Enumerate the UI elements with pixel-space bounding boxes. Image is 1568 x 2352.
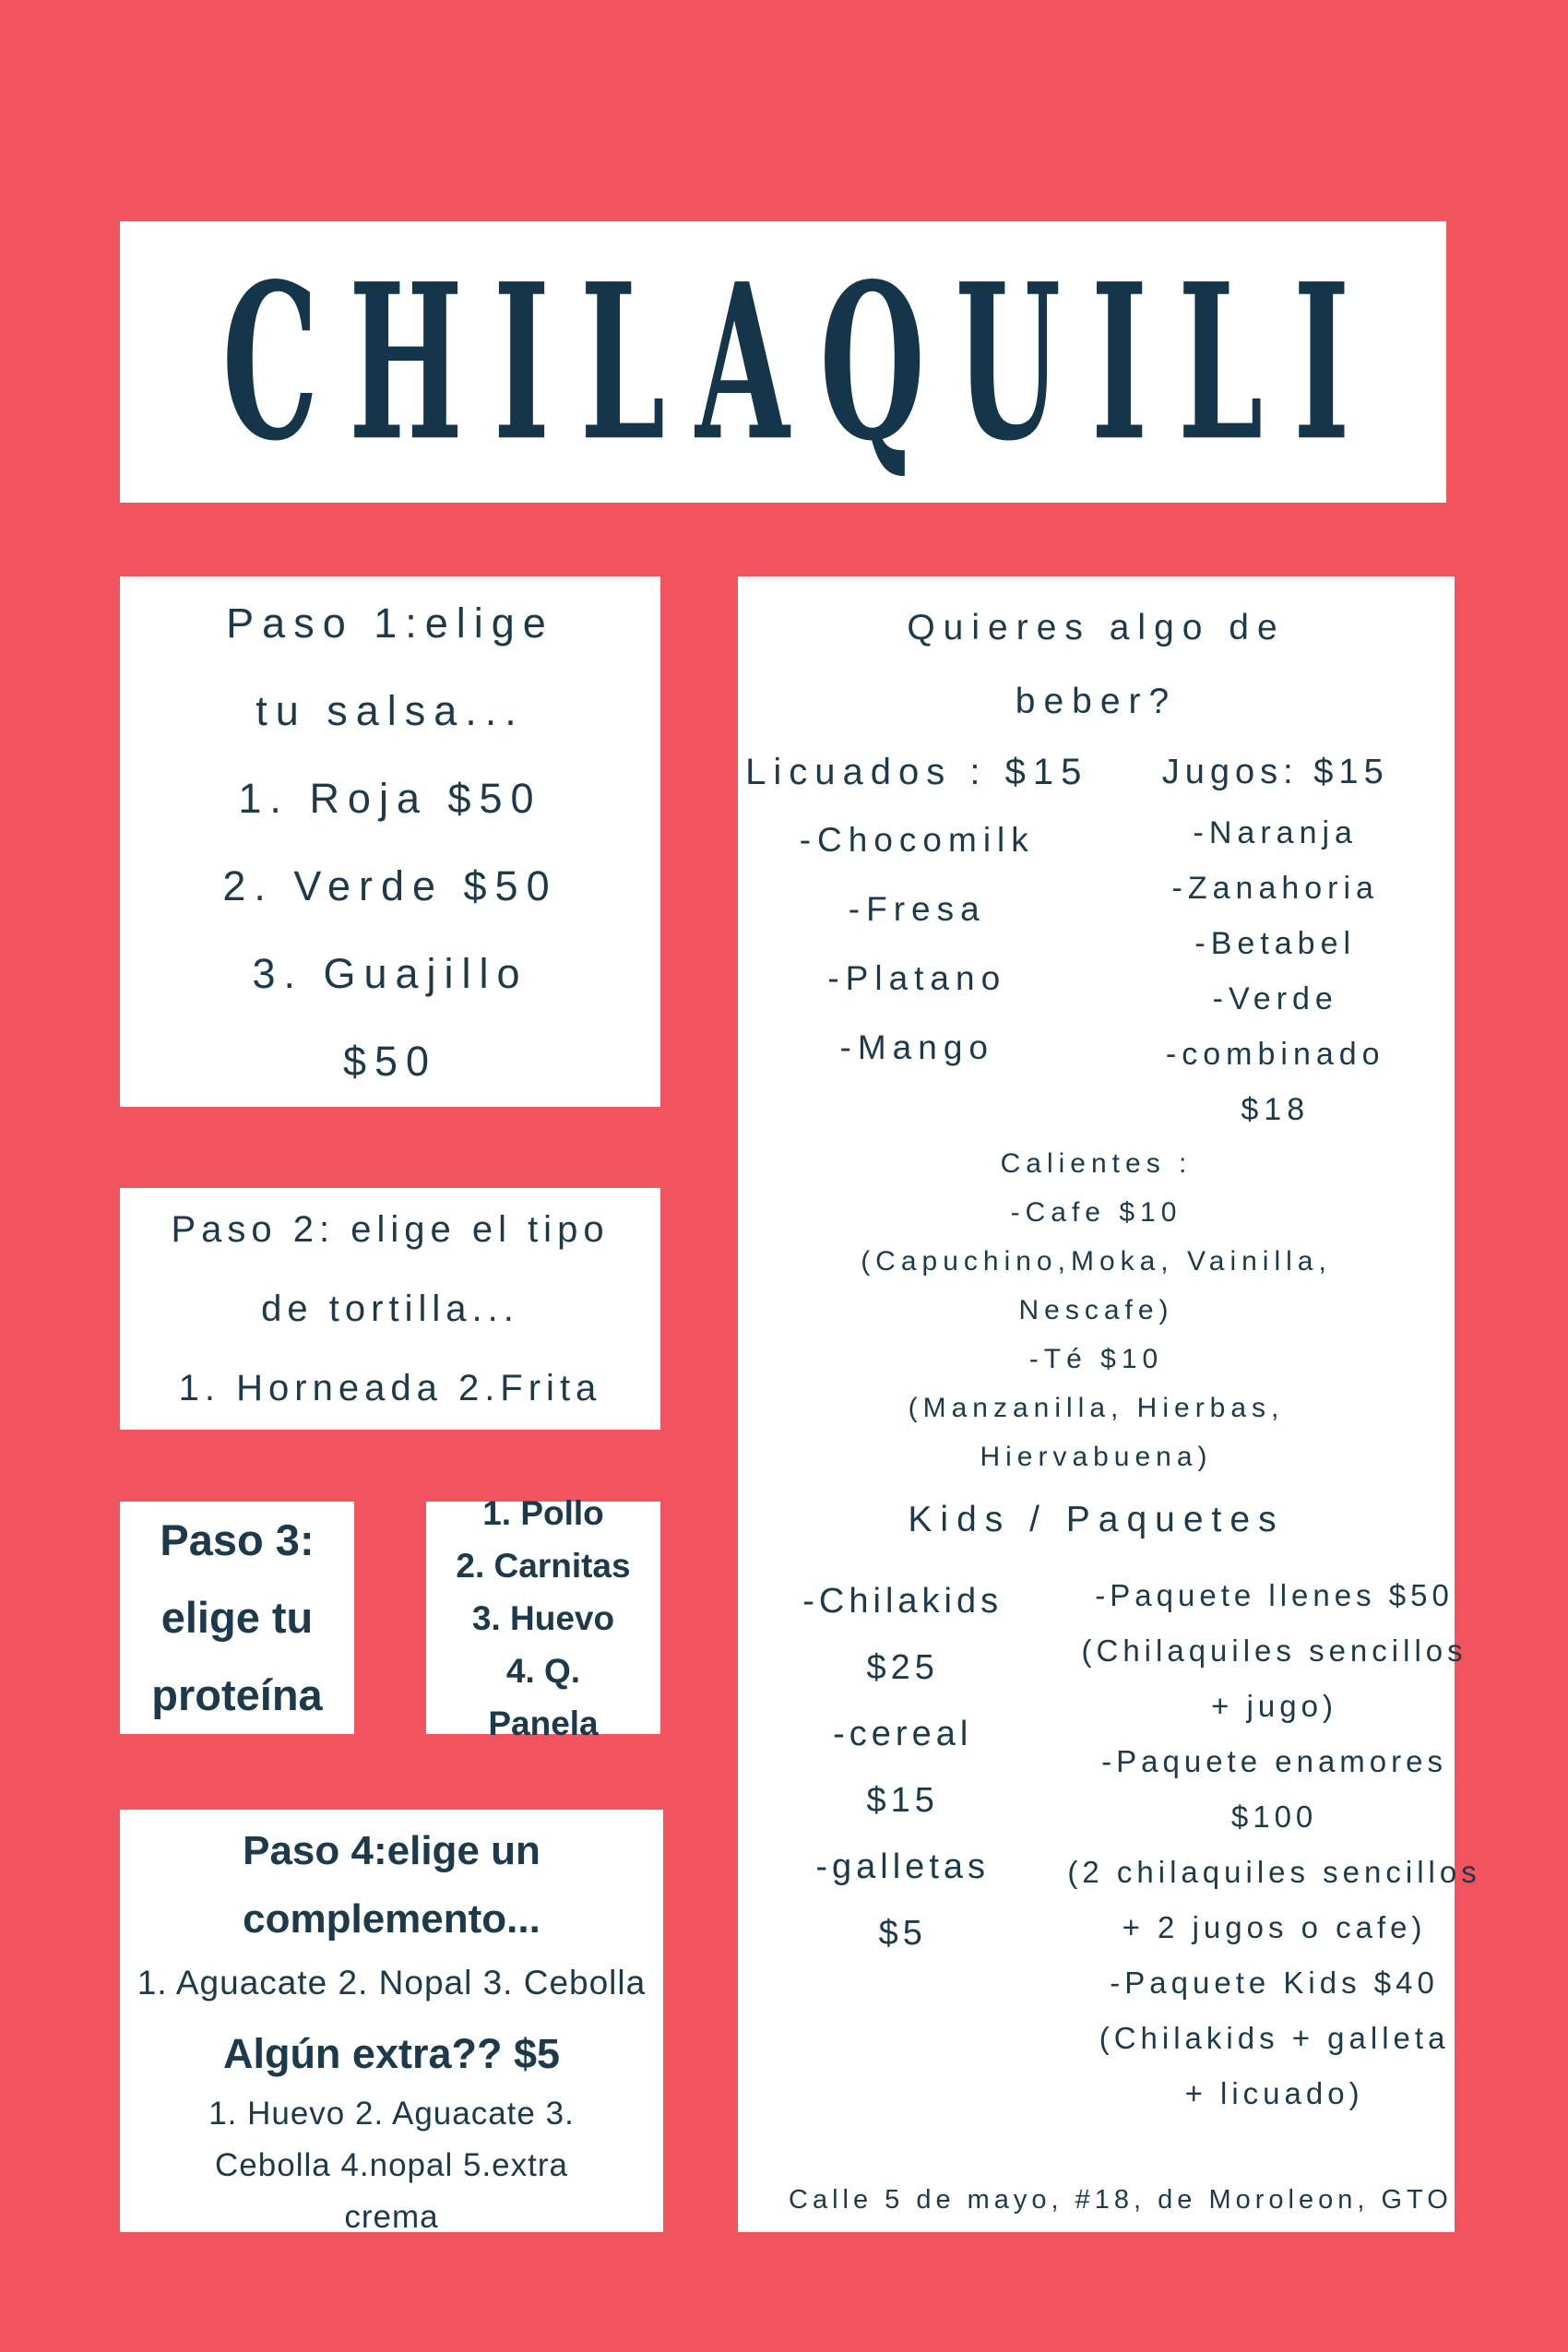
jugos-column (1097, 739, 1455, 1137)
text-line: (2 chilaquiles sencillos (1067, 1855, 1481, 1889)
text-line: Paso 4:elige un (243, 1828, 540, 1873)
kids-items-column (738, 1568, 1067, 2121)
text-line: tu salsa... (255, 686, 525, 734)
paso1-lines (120, 579, 660, 1105)
text-line: -Zanahoria (1171, 871, 1379, 906)
text-line: proteína (151, 1670, 323, 1719)
text-line: (Chilaquiles sencillos (1081, 1633, 1467, 1668)
title-banner (120, 221, 1446, 503)
text-line: $100 (1230, 1800, 1318, 1834)
text-line: Quieres algo de (907, 608, 1286, 647)
text-line: (Manzanilla, Hierbas, (908, 1393, 1285, 1423)
licuados-header: Licuados : $15 (745, 752, 1089, 792)
text-line: $15 (866, 1781, 939, 1820)
text-line: $25 (866, 1648, 939, 1687)
text-line: -Betabel (1194, 926, 1357, 961)
text-line: -Chilakids (802, 1582, 1004, 1621)
text-line: 4. Q. (505, 1651, 581, 1690)
paso4-title-lines (120, 1817, 663, 1954)
text-line: -Paquete Kids $40 (1110, 1966, 1439, 2000)
text-line: -Platano (827, 959, 1007, 997)
text-line: 3. Huevo (471, 1598, 615, 1637)
text-line: -Mango (839, 1028, 994, 1066)
text-line: -Fresa (848, 890, 986, 928)
text-line: 1. Pollo (482, 1493, 604, 1532)
text-line: 1. Horneada 2.Frita (178, 1368, 602, 1408)
licuados-items (738, 805, 1097, 1082)
drinks-header (738, 591, 1455, 739)
text-line: 1. Huevo 2. Aguacate 3. (208, 2096, 575, 2132)
jugos-items (1097, 805, 1455, 1137)
kids-columns (738, 1568, 1481, 2121)
text-line: -combinado (1165, 1037, 1385, 1072)
text-line: Paso 1:elige (226, 599, 554, 647)
kids-paquetes-header: Kids / Paquetes (908, 1500, 1285, 1539)
text-line: Calientes : (1000, 1148, 1193, 1179)
restaurant-title: CHILAQUILI (222, 236, 1381, 488)
paso1-salsa-box (120, 576, 660, 1107)
text-line: Hiervabuena) (980, 1442, 1213, 1472)
paso3-options-box (426, 1493, 660, 1742)
text-line: 1. Roja $50 (238, 774, 542, 822)
paso4-extra-title: Algún extra?? $5 (222, 2030, 561, 2077)
text-line: crema (344, 2199, 439, 2235)
text-line: -Verde (1212, 981, 1338, 1016)
drinks-columns (738, 739, 1455, 1137)
text-line: -Paquete llenes $50 (1095, 1578, 1454, 1612)
calientes-block (738, 1139, 1455, 1481)
jugos-header: Jugos: $15 (1161, 753, 1389, 791)
text-line: de tortilla... (261, 1289, 519, 1329)
text-line: Nescafe) (1018, 1295, 1174, 1325)
paso2-lines (120, 1190, 660, 1428)
text-line: -Té $10 (1028, 1344, 1164, 1374)
paso2-tortilla-box (120, 1188, 660, 1430)
text-line: -Paquete enamores (1101, 1744, 1447, 1778)
text-line: Paso 3: (160, 1515, 315, 1564)
text-line: 2. Carnitas (456, 1546, 631, 1585)
text-line: complemento... (243, 1896, 540, 1942)
text-line: (Chilakids + galleta (1099, 2021, 1450, 2055)
paso4-complemento-box (120, 1810, 663, 2235)
text-line: + licuado) (1184, 2076, 1364, 2110)
text-line: Paso 2: elige el tipo (171, 1209, 610, 1250)
text-line: $5 (878, 1914, 927, 1953)
text-line: $18 (1241, 1092, 1311, 1127)
text-line: (Capuchino,Moka, Vainilla, (861, 1246, 1332, 1277)
text-line: -Cafe $10 (1010, 1197, 1182, 1228)
text-line: elige tu (160, 1593, 314, 1642)
paquetes-column (1067, 1568, 1480, 2121)
drinks-box (738, 576, 1481, 2232)
paso3-option-lines (426, 1487, 660, 1750)
text-line: 2. Verde $50 (222, 861, 558, 909)
licuados-column (738, 739, 1097, 1137)
text-line: beber? (1015, 682, 1178, 721)
text-line: -galletas (815, 1847, 991, 1886)
text-line: $50 (342, 1037, 438, 1085)
text-line: -Chocomilk (799, 821, 1035, 859)
text-line: Cebolla 4.nopal 5.extra (215, 2147, 568, 2183)
text-line: -Naranja (1193, 815, 1358, 850)
paso3-proteina-box (120, 1502, 354, 1734)
paso3-label-lines (120, 1502, 354, 1734)
address-line: Calle 5 de mayo, #18, de Moroleon, GTO (789, 2185, 1453, 2215)
paso4-complementos-line: 1. Aguacate 2. Nopal 3. Cebolla (137, 1964, 647, 2002)
text-line: -cereal (833, 1715, 973, 1753)
text-line: Panela (488, 1704, 599, 1742)
text-line: 3. Guajillo (252, 949, 529, 997)
text-line: + jugo) (1211, 1689, 1337, 1723)
text-line: + 2 jugos o cafe) (1122, 1910, 1427, 1944)
paso4-extra-lines (120, 2088, 663, 2243)
